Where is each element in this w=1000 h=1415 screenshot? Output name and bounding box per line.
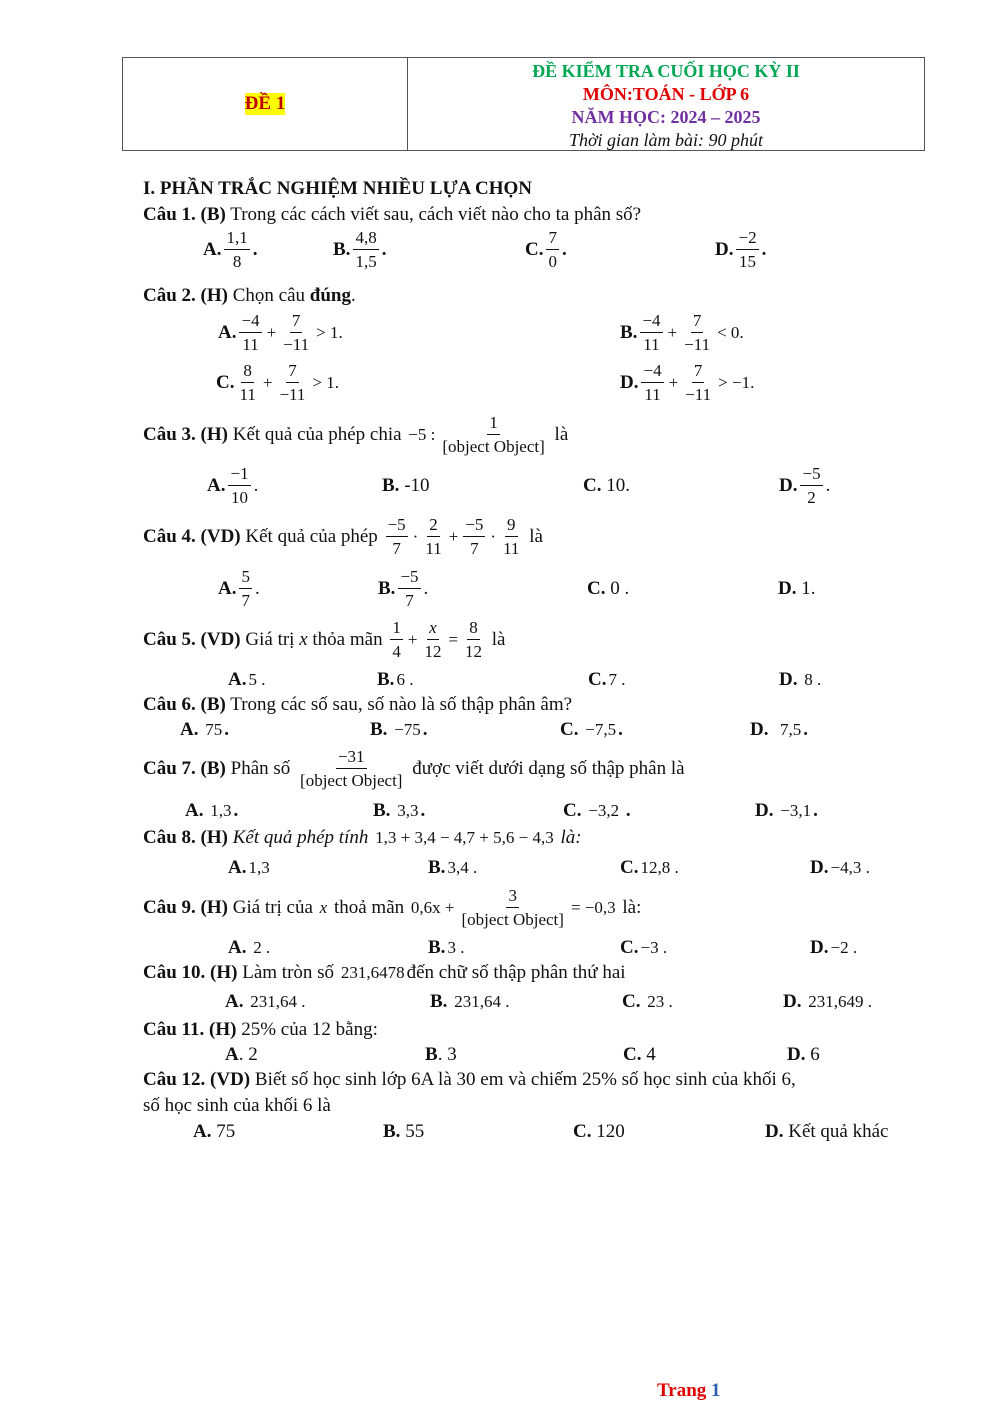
question-3: Câu 3. (H) Kết quả của phép chia −5 : $\frac{1}{\text{[object Object]}}$ là [143, 413, 569, 456]
q5-option-a: A. 5 . [228, 669, 266, 690]
q2-option-a: A. $\frac{-4}{11}$ + $\frac{7}{-11}$ > 1. [218, 311, 343, 354]
question-8: Câu 8. (H) Kết quả phép tính 1,3 + 3,4 − 4,7 + 5,6 − 4,3 là: [143, 827, 582, 848]
q10-option-b: B. 231,64 . [430, 991, 510, 1012]
exam-title: ĐỀ KIỂM TRA CUỐI HỌC KỲ II [532, 61, 800, 81]
q3-option-a: A. $\frac{-1}{10}$ . [207, 464, 259, 507]
q5-option-b: B. 6 . [377, 669, 414, 690]
q9-option-b: B. 3 . [428, 937, 465, 958]
exam-info-cell [408, 58, 924, 150]
q9-option-d: D. −2 . [810, 937, 858, 958]
q7-option-c: C. −3,2 . [563, 800, 631, 821]
q8-option-b: B. 3,4 . [428, 857, 478, 878]
exam-code: ĐỀ 1 [244, 93, 286, 114]
q11-option-b: B . 3 [425, 1044, 457, 1065]
q6-option-c: C. −7,5 . [560, 719, 623, 740]
q11-option-a: A . 2 [225, 1044, 258, 1065]
q1-option-d: D. $\frac{-2}{15}$ . [715, 228, 767, 271]
question-6: Câu 6. (B) Trong các số sau, số nào là số thập phân âm? [143, 694, 573, 715]
q5-option-d: D. 8 . [779, 669, 822, 690]
q11-option-d: D. 6 [787, 1044, 820, 1065]
question-12: Câu 12. (VD) Biết số học sinh lớp 6A là 30 em và chiếm 25% số học sinh của khối 6, [143, 1069, 796, 1090]
exam-time: Thời gian làm bài: 90 phút [568, 130, 764, 150]
q3-option-d: D. $\frac{-5}{2}$ . [779, 464, 831, 507]
q9-option-c: C. −3 . [620, 937, 668, 958]
q4-option-c: C. 0 . [587, 578, 630, 599]
exam-subject: MÔN:TOÁN - LỚP 6 [582, 84, 750, 104]
exam-header-table [122, 57, 925, 151]
q5-option-c: C. 7 . [588, 669, 626, 690]
q11-option-c: C. 4 [623, 1044, 656, 1065]
q8-option-c: C. 12,8 . [620, 857, 679, 878]
q10-option-c: C. 23 . [622, 991, 673, 1012]
question-11: Câu 11. (H) 25% của 12 bằng: [143, 1019, 378, 1040]
q7-option-d: D. −3,1 . [755, 800, 818, 821]
exam-code-cell [123, 58, 408, 150]
q6-option-b: B. −75 . [370, 719, 428, 740]
q8-option-a: A. 1,3 [228, 857, 270, 878]
question-10: Câu 10. (H) Làm tròn số 231,6478 đến chữ số thập phân thứ hai [143, 962, 626, 983]
q10-option-d: D. 231,649 . [783, 991, 872, 1012]
page-number: 1 [711, 1380, 721, 1401]
page-footer [657, 1380, 721, 1402]
question-12-line-2: số học sinh của khối 6 là [143, 1095, 331, 1116]
q2-option-b: B. $\frac{-4}{11}$ + $\frac{7}{-11}$ < 0. [620, 311, 744, 354]
q4-option-a: A. $\frac{5}{7}$ . [218, 567, 260, 610]
q8-option-d: D. −4,3 . [810, 857, 870, 878]
q12-option-b: B. 55 [383, 1121, 425, 1142]
exam-year: NĂM HỌC: 2024 – 2025 [571, 107, 761, 127]
q1-option-a: A. $\frac{1,1}{8}$ . [203, 228, 258, 271]
q2-option-c: C. $\frac{8}{11}$ + $\frac{7}{-11}$ > 1. [216, 361, 340, 404]
footer-label: Trang [657, 1380, 707, 1401]
section-title: I. PHẦN TRẮC NGHIỆM NHIỀU LỰA CHỌN [143, 178, 532, 199]
q12-option-d: D. Kết quả khác [765, 1121, 889, 1142]
q12-option-c: C. 120 [573, 1121, 625, 1142]
question-5: Câu 5. (VD) Giá trị x thỏa mãn $\frac{1}{4}$ + $\frac{x}{12}$ = $\frac{8}{12}$ là [143, 618, 506, 661]
q10-option-a: A. 231,64 . [225, 991, 306, 1012]
q12-option-a: A. 75 [193, 1121, 236, 1142]
q9-option-a: A. 2 . [228, 937, 271, 958]
question-4: Câu 4. (VD) Kết quả của phép $\frac{-5}{7}$ · $\frac{2}{11}$ + $\frac{-5}{7}$ · $\frac{9}{11}$ là [143, 515, 543, 558]
question-7: Câu 7. (B) Phân số $\frac{-31}{\text{[object Object]}}$ được viết dưới dạng số thập phân là [143, 747, 685, 790]
q3-option-c: C. 10. [583, 475, 630, 496]
q4-option-b: B. $\frac{-5}{7}$ . [378, 567, 429, 610]
q2-option-d: D. $\frac{-4}{11}$ + $\frac{7}{-11}$ > −1. [620, 361, 755, 404]
q7-option-a: A. 1,3 . [185, 800, 239, 821]
q4-option-d: D. 1. [778, 578, 816, 599]
question-9: Câu 9. (H) Giá trị của x thoả mãn 0,6x + $\frac{3}{\text{[object Object]}}$ = −0,3 là: [143, 886, 642, 929]
question-2: Câu 2. (H) Chọn câu đúng. [143, 285, 356, 306]
q6-option-a: A. 75 . [180, 719, 229, 740]
q1-option-c: C. $\frac{7}{0}$ . [525, 228, 567, 271]
q7-option-b: B. 3,3 . [373, 800, 426, 821]
question-1: Câu 1. (B) Trong các cách viết sau, cách viết nào cho ta phân số? [143, 204, 642, 225]
q6-option-d: D. 7,5 . [750, 719, 808, 740]
q1-option-b: B. $\frac{4,8}{1,5}$ . [333, 228, 387, 271]
q3-option-b: B. -10 [382, 475, 430, 496]
